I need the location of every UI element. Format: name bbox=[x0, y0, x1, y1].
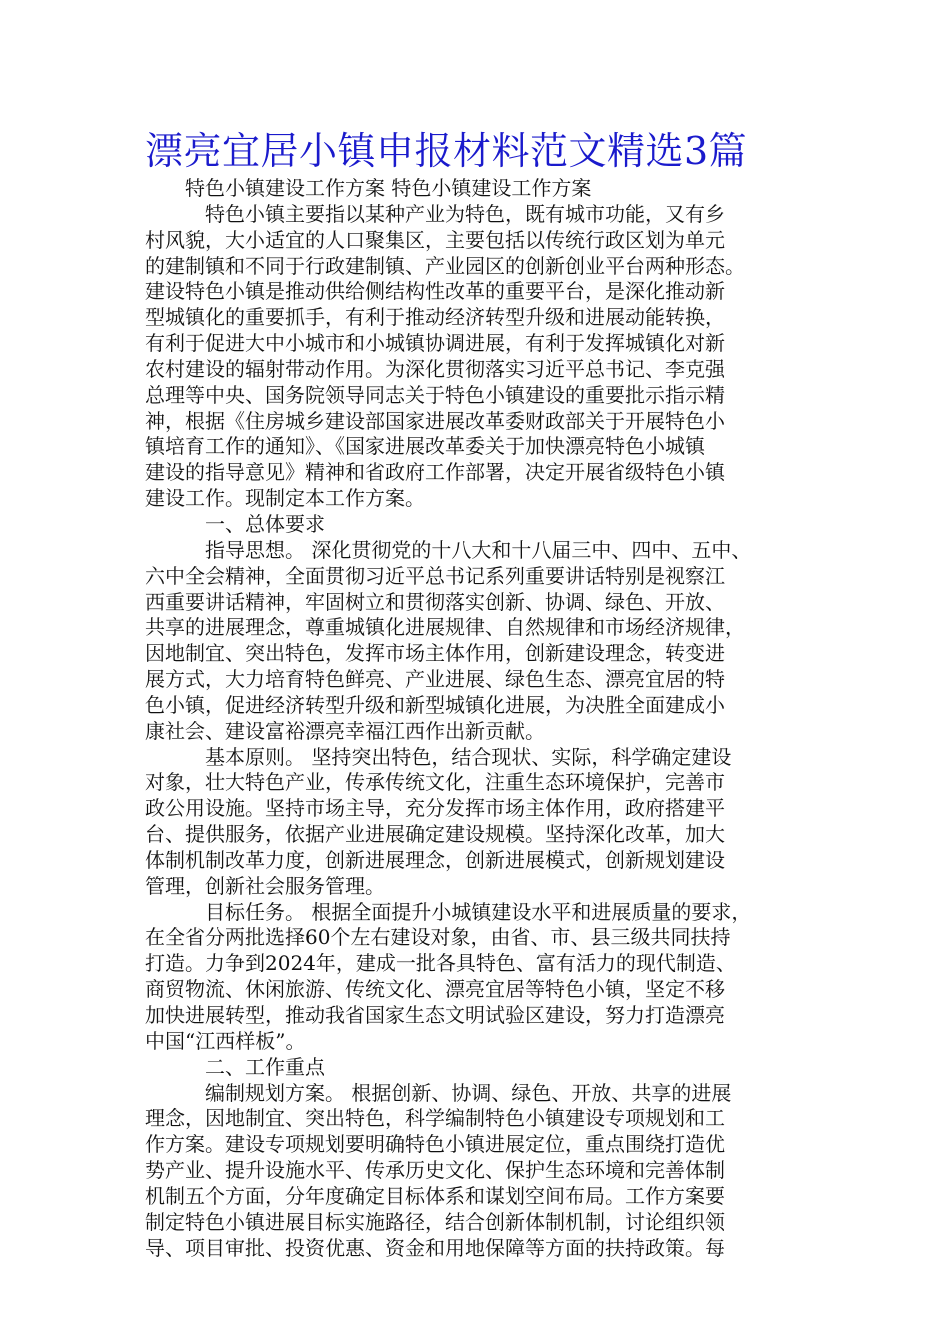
text-line: 建设工作。现制定本工作方案。 bbox=[145, 486, 425, 511]
text-line: 一、总体要求 bbox=[205, 511, 325, 536]
text-line: 加快进展转型，推动我省国家生态文明试验区建设，努力打造漂亮 bbox=[145, 1003, 725, 1027]
document-title: 漂亮宜居小镇申报材料范文精选3篇 bbox=[145, 129, 748, 173]
text-line: 编制规划方案。 根据创新、协调、绿色、开放、共享的进展 bbox=[205, 1080, 732, 1105]
text-line: 二、工作重点 bbox=[205, 1054, 325, 1079]
text-line: 型城镇化的重要抓手，有利于推动经济转型升级和进展动能转换， bbox=[145, 305, 725, 330]
text-line: 势产业、提升设施水平、传承历史文化、保护生态环境和完善体制 bbox=[145, 1158, 725, 1183]
text-line: 台、提供服务，依据产业进展确定建设规模。坚持深化改革，加大 bbox=[145, 822, 725, 847]
text-line: 指导思想。 深化贯彻党的十八大和十八届三中、四中、五中、 bbox=[205, 537, 752, 562]
text-line: 管理，创新社会服务管理。 bbox=[145, 873, 385, 898]
text-line: 理念，因地制宜、突出特色，科学编制特色小镇建设专项规划和工 bbox=[145, 1106, 725, 1131]
text-line: 共享的进展理念，尊重城镇化进展规律、自然规律和市场经济规律， bbox=[145, 615, 745, 640]
text-line: 作方案。建设专项规划要明确特色小镇进展定位，重点围绕打造优 bbox=[145, 1132, 725, 1157]
document-body bbox=[145, 176, 825, 1261]
text-line: 有利于促进大中小城市和小城镇协调进展，有利于发挥城镇化对新 bbox=[145, 331, 725, 356]
text-line: 西重要讲话精神，牢固树立和贯彻落实创新、协调、绿色、开放、 bbox=[145, 589, 725, 614]
text-line: 康社会、建设富裕漂亮幸福江西作出新贡献。 bbox=[145, 718, 545, 743]
text-line: 机制五个方面，分年度确定目标体系和谋划空间布局。工作方案要 bbox=[145, 1183, 725, 1208]
text-line: 体制机制改革力度，创新进展理念，创新进展模式，创新规划建设 bbox=[145, 847, 725, 872]
text-line: 神，根据《住房城乡建设部国家进展改革委财政部关于开展特色小 bbox=[145, 408, 725, 433]
text-line: 六中全会精神，全面贯彻习近平总书记系列重要讲话特别是视察江 bbox=[145, 563, 725, 588]
text-line: 总理等中央、国务院领导同志关于特色小镇建设的重要批示指示精 bbox=[145, 382, 725, 407]
text-line: 色小镇，促进经济转型升级和新型城镇化进展，为决胜全面建成小 bbox=[145, 692, 725, 717]
text-line: 村风貌，大小适宜的人口聚集区，主要包括以传统行政区划为单元 bbox=[145, 227, 725, 252]
text-line: 打造。力争到2024年，建成一批各具特色、富有活力的现代制造、 bbox=[145, 951, 736, 976]
text-line: 导、项目审批、投资优惠、资金和用地保障等方面的扶持政策。每 bbox=[145, 1235, 725, 1260]
text-line: 在全省分两批选择60个左右建设对象，由省、市、县三级共同扶持 bbox=[145, 925, 731, 950]
text-line: 对象，壮大特色产业，传承传统文化，注重生态环境保护，完善市 bbox=[145, 770, 725, 795]
text-line: 镇培育工作的通知》、《国家进展改革委关于加快漂亮特色小城镇 bbox=[145, 434, 705, 459]
text-line: 政公用设施。坚持市场主导，充分发挥市场主体作用，政府搭建平 bbox=[145, 796, 725, 821]
text-line: 目标任务。 根据全面提升小城镇建设水平和进展质量的要求， bbox=[205, 899, 752, 924]
text-line: 建设特色小镇是推动供给侧结构性改革的重要平台，是深化推动新 bbox=[145, 279, 725, 304]
text-line: 展方式，大力培育特色鲜亮、产业进展、绿色生态、漂亮宜居的特 bbox=[145, 667, 725, 692]
text-line: 特色小镇建设工作方案 特色小镇建设工作方案 bbox=[185, 176, 592, 200]
text-line: 商贸物流、休闲旅游、传统文化、漂亮宜居等特色小镇，坚定不移 bbox=[145, 977, 725, 1002]
text-line: 建设的指导意见》精神和省政府工作部署，决定开展省级特色小镇 bbox=[145, 460, 725, 485]
text-line: 中国“江西样板”。 bbox=[145, 1028, 306, 1053]
text-line: 制定特色小镇进展目标实施路径，结合创新体制机制，讨论组织领 bbox=[145, 1209, 725, 1234]
text-line: 基本原则。 坚持突出特色，结合现状、实际，科学确定建设 bbox=[205, 744, 732, 769]
text-line: 因地制宜、突出特色，发挥市场主体作用，创新建设理念，转变进 bbox=[145, 641, 725, 666]
text-line: 特色小镇主要指以某种产业为特色，既有城市功能，又有乡 bbox=[205, 201, 725, 226]
text-line: 的建制镇和不同于行政建制镇、产业园区的创新创业平台两种形态。 bbox=[145, 253, 745, 278]
text-line: 农村建设的辐射带动作用。为深化贯彻落实习近平总书记、李克强 bbox=[145, 356, 725, 381]
